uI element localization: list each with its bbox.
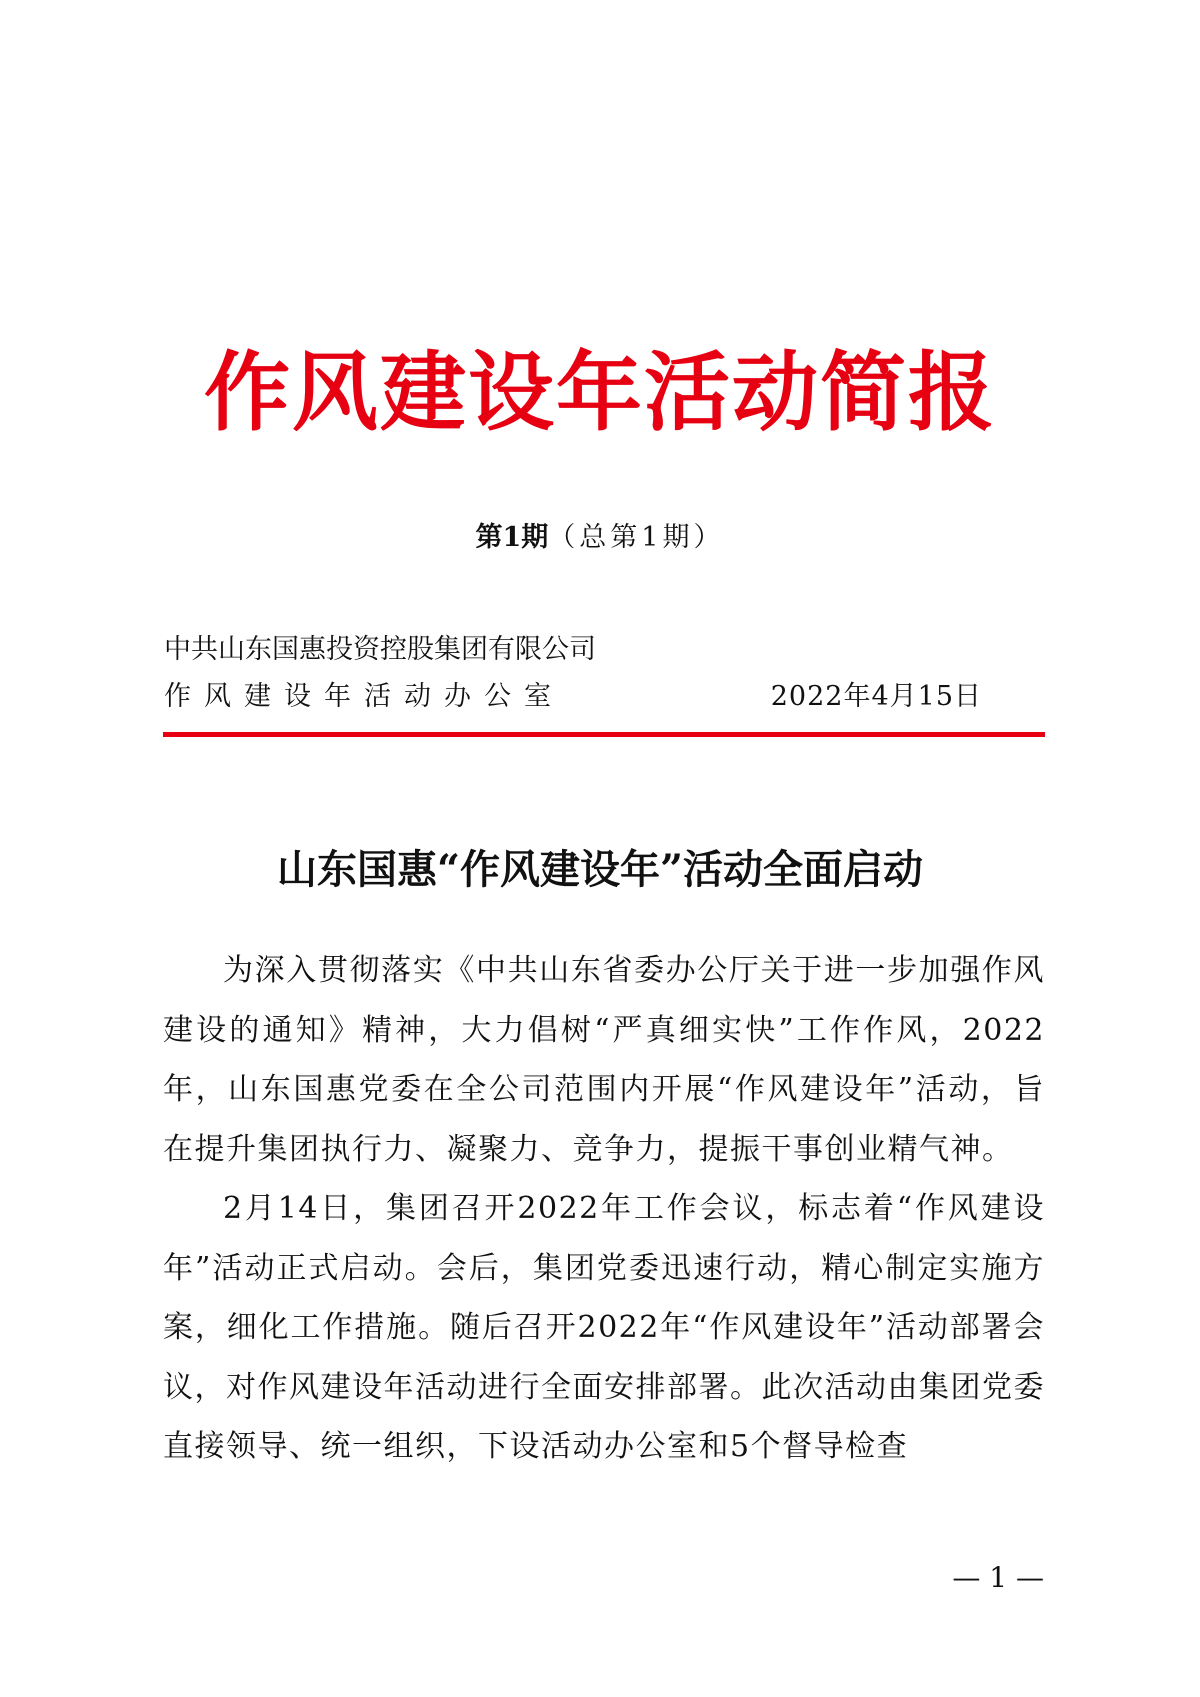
article-paragraph: 2月14日，集团召开2022年工作会议，标志着“作风建设年”活动正式启动。会后，集团党委迅速行动，精心制定实施方案，细化工作措施。随后召开2022年“作风建设年”活动部署会议，对作风建设年活动进行全面安排部署。此次活动由集团党委直接领导、统一组织，下设活动办公室和5个督导检查 xyxy=(163,1191,1045,1464)
publisher-organization: 中共山东国惠投资控股集团有限公司 xyxy=(164,634,596,665)
bulletin-masthead-title: 作风建设年活动简报 xyxy=(204,342,996,443)
article-title: 山东国惠“作风建设年”活动全面启动 xyxy=(276,846,923,893)
page-number: — 1 — xyxy=(952,1561,1044,1594)
article-body xyxy=(163,941,1045,1477)
red-divider-line xyxy=(163,732,1045,737)
issue-line xyxy=(0,518,1200,558)
issue-total-number: （总第1期） xyxy=(548,522,725,553)
issue-number: 第1期 xyxy=(475,522,549,553)
publisher-office: 作风建设年活动办公室 xyxy=(164,681,564,712)
issue-date: 2022年4月15日 xyxy=(770,681,982,712)
article-paragraph: 为深入贯彻落实《中共山东省委办公厅关于进一步加强作风建设的通知》精神，大力倡树“严真细实快”工作作风，2022年，山东国惠党委在全公司范围内开展“作风建设年”活动，旨在提升集团执行力、凝聚力、竞争力，提振干事创业精气神。 xyxy=(163,953,1045,1167)
